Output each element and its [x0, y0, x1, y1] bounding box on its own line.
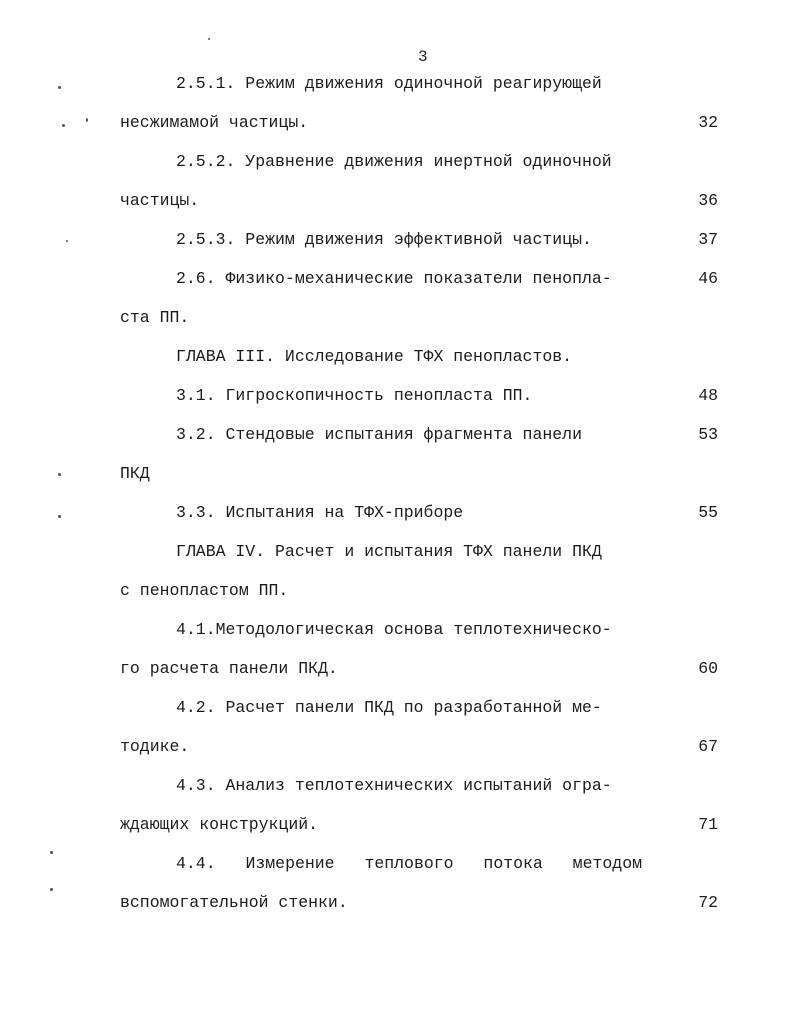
toc-entry-text: частицы.: [120, 191, 200, 210]
toc-line: [0, 892, 798, 914]
toc-line: [0, 736, 798, 758]
toc-entry-text: тодике.: [120, 737, 190, 756]
toc-line: [0, 385, 798, 407]
toc-line: [0, 190, 798, 212]
scan-speck: [50, 851, 53, 854]
scan-speck: [58, 86, 61, 89]
scan-speck: [62, 124, 65, 127]
toc-line: [0, 775, 798, 797]
toc-entry-text: 2.5.3. Режим движения эффективной частицы.: [176, 230, 592, 249]
scan-speck: [58, 473, 61, 476]
scan-speck: [208, 38, 210, 40]
toc-entry-text: вспомогательной стенки.: [120, 893, 348, 912]
toc-entry-text: 4.2. Расчет панели ПКД по разработанной ме-: [176, 698, 602, 717]
toc-page-ref: 53: [698, 425, 718, 444]
toc-entry-text: 3.1. Гигроскопичность пенопласта ПП.: [176, 386, 533, 405]
toc-entry-text: 3.2. Стендовые испытания фрагмента панели: [176, 425, 582, 444]
toc-page-ref: 46: [698, 269, 718, 288]
toc-page-ref: 32: [698, 113, 718, 132]
scan-speck: [58, 515, 61, 518]
page-number: 3: [418, 48, 428, 66]
toc-line: [0, 112, 798, 134]
toc-page-ref: 72: [698, 893, 718, 912]
toc-entry-text: ста ПП.: [120, 308, 190, 327]
toc-page-ref: 71: [698, 815, 718, 834]
toc-line: [0, 424, 798, 446]
toc-chapter-title: ГЛАВА IV. Расчет и испытания ТФХ панели ПКД: [176, 542, 602, 561]
toc-line: [0, 73, 798, 95]
toc-entry-text: 4.1.Методологическая основа теплотехническо-: [176, 620, 612, 639]
toc-chapter-line: [0, 346, 798, 368]
toc-entry-text: 2.5.2. Уравнение движения инертной одиночной: [176, 152, 612, 171]
toc-line: [0, 268, 798, 290]
toc-page-ref: 36: [698, 191, 718, 210]
scan-speck: [66, 240, 68, 242]
toc-page-ref: 37: [698, 230, 718, 249]
toc-page-ref: 67: [698, 737, 718, 756]
scan-speck: [50, 888, 53, 891]
toc-line: [0, 619, 798, 641]
toc-entry-text: 4.3. Анализ теплотехнических испытаний огра-: [176, 776, 612, 795]
scan-speck: [86, 118, 88, 122]
toc-line: [0, 502, 798, 524]
toc-line: [0, 853, 798, 875]
toc-entry-text: 2.5.1. Режим движения одиночной реагирующей: [176, 74, 602, 93]
toc-chapter-title: с пенопластом ПП.: [120, 581, 289, 600]
toc-entry-text: 3.3. Испытания на ТФХ-приборе: [176, 503, 464, 522]
toc-line: [0, 463, 798, 485]
toc-line: [0, 151, 798, 173]
toc-line: [0, 658, 798, 680]
toc-entry-text: ПКД: [120, 464, 150, 483]
toc-chapter-line: [0, 541, 798, 563]
toc-page-ref: 60: [698, 659, 718, 678]
toc-line: [0, 814, 798, 836]
toc-chapter-line: [0, 580, 798, 602]
toc-line: [0, 697, 798, 719]
toc-line: [0, 229, 798, 251]
toc-line: [0, 307, 798, 329]
toc-entry-text: 4.4. Измерение теплового потока методом: [176, 854, 642, 873]
toc-entry-text: 2.6. Физико-механические показатели пенопла-: [176, 269, 612, 288]
toc-entry-text: го расчета панели ПКД.: [120, 659, 338, 678]
toc-entry-text: ждающих конструкций.: [120, 815, 319, 834]
toc-entry-text: несжимамой частицы.: [120, 113, 309, 132]
toc-page-ref: 55: [698, 503, 718, 522]
toc-chapter-title: ГЛАВА III. Исследование ТФХ пенопластов.: [176, 347, 573, 366]
toc-page-ref: 48: [698, 386, 718, 405]
